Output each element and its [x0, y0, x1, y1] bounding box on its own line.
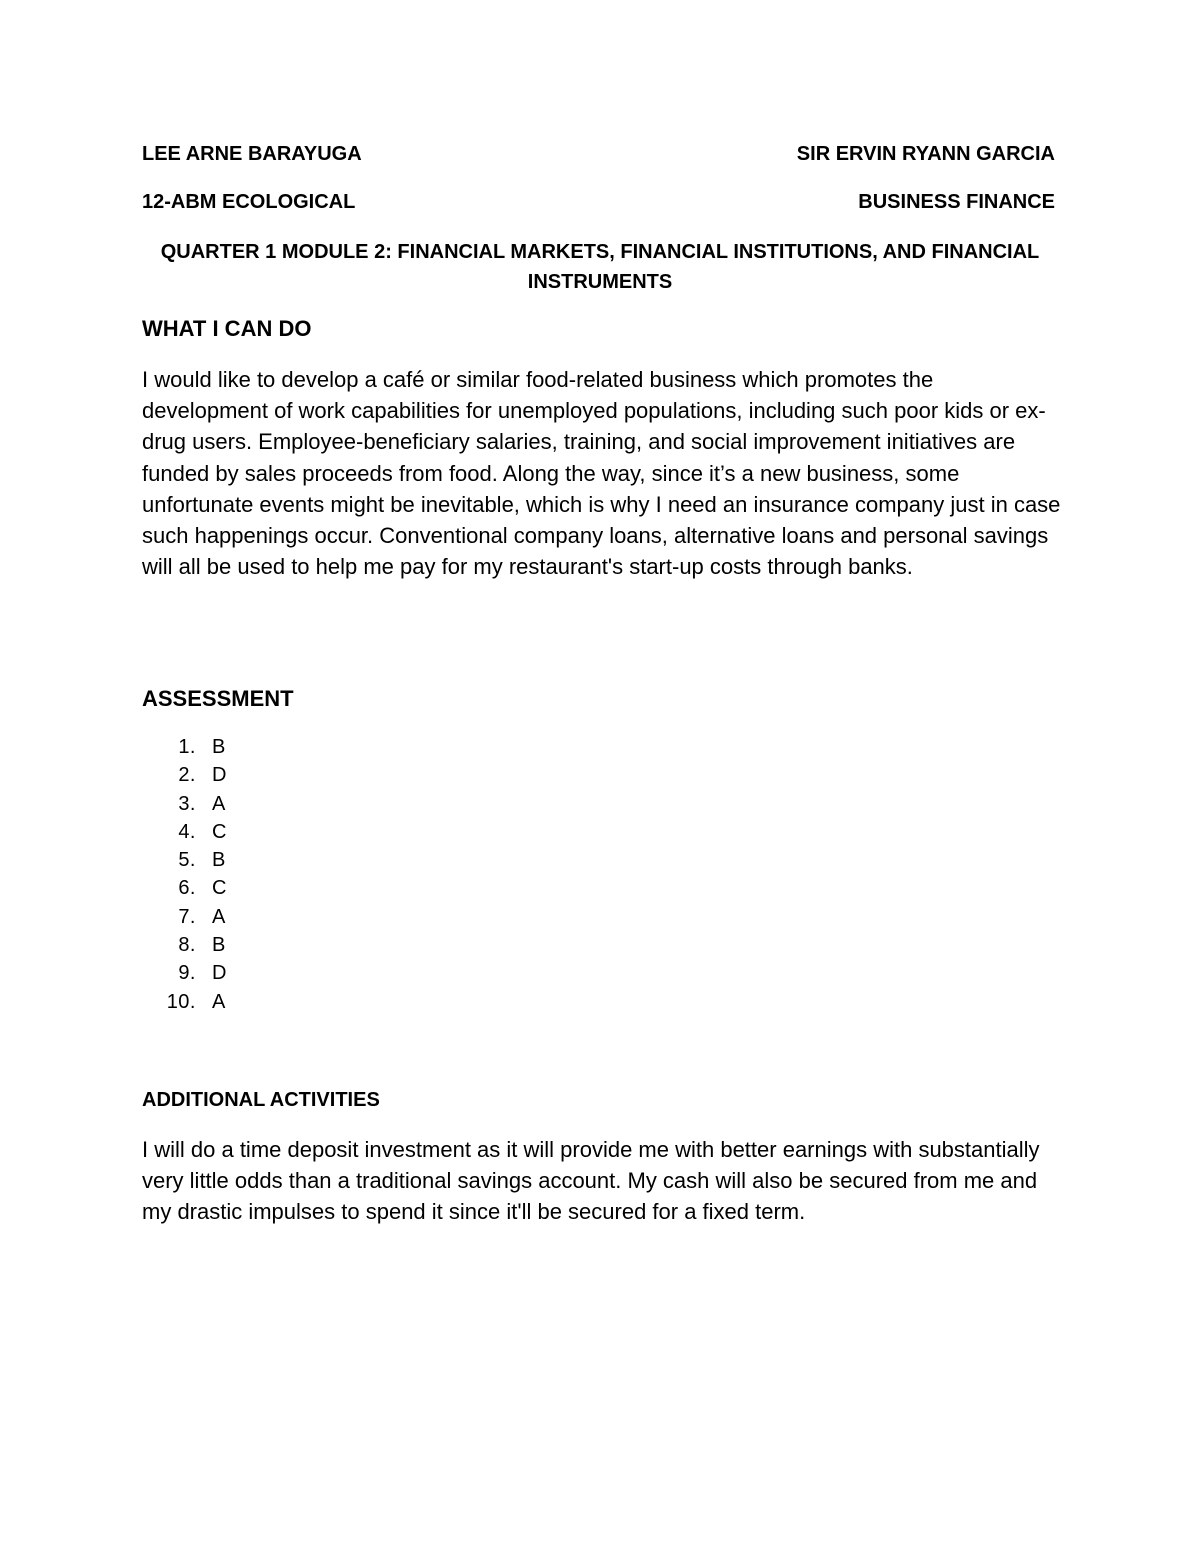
answer-letter: D — [212, 962, 227, 985]
answer-number: 7. — [178, 905, 196, 928]
answer-number: 4. — [178, 820, 196, 843]
answer-number: 6. — [178, 877, 196, 900]
subject-name: BUSINESS FINANCE — [858, 191, 1055, 213]
assessment-heading: ASSESSMENT — [142, 686, 294, 711]
what-i-can-do-paragraph: I would like to develop a café or similar food-related business which promotes the development of work capabilities for unemployed populations, including such poor kids or ex-drug users. Employee-beneficiary salaries, training, and social improvement initiatives are funded by sales proceeds from food. Along the way, since it’s a new business, some unfortunate events might be inevitable, which is why I need an insurance company just in case such happenings occur. Conventional company loans, alternative loans and personal savings will all be used to help me pay for my restaurant's start-up costs through banks. — [142, 367, 1061, 580]
list-item — [142, 903, 226, 931]
list-item — [142, 874, 226, 902]
list-item — [142, 790, 226, 818]
what-i-can-do-heading: WHAT I CAN DO — [142, 316, 312, 341]
answer-letter: C — [212, 877, 227, 900]
answer-letter: A — [212, 792, 226, 815]
list-item — [142, 988, 226, 1016]
teacher-name: SIR ERVIN RYANN GARCIA — [796, 143, 1055, 165]
answer-letter: B — [212, 849, 226, 872]
answer-letter: C — [212, 820, 227, 843]
document-title: QUARTER 1 MODULE 2: FINANCIAL MARKETS, FINANCIAL INSTITUTIONS, AND FINANCIAL INSTRUMENTS — [160, 241, 1040, 293]
student-name: LEE ARNE BARAYUGA — [142, 143, 362, 165]
list-item — [142, 761, 226, 789]
answer-letter: B — [212, 934, 226, 957]
answer-letter: D — [212, 764, 227, 787]
list-item — [142, 818, 226, 846]
answer-number: 8. — [178, 934, 196, 957]
list-item — [142, 733, 226, 761]
answer-number: 10. — [166, 990, 196, 1013]
answer-letter: A — [212, 990, 226, 1013]
list-item — [142, 846, 226, 874]
answer-number: 5. — [178, 849, 196, 872]
answer-number: 1. — [178, 736, 196, 758]
answer-number: 9. — [178, 962, 196, 985]
list-item — [142, 959, 226, 987]
answer-letter: B — [212, 736, 226, 758]
answer-number: 2. — [178, 764, 196, 787]
assessment-answer-list — [142, 733, 226, 1016]
list-item — [142, 931, 226, 959]
section-name: 12-ABM ECOLOGICAL — [142, 191, 356, 213]
answer-number: 3. — [178, 792, 196, 815]
additional-activities-paragraph: I will do a time deposit investment as it will provide me with better earnings with substantially very little odds than a traditional savings account. My cash will also be secured from me and my drastic impulses to spend it since it'll be secured for a fixed term. — [142, 1137, 1040, 1225]
answer-letter: A — [212, 905, 226, 928]
additional-activities-heading: ADDITIONAL ACTIVITIES — [142, 1089, 380, 1111]
